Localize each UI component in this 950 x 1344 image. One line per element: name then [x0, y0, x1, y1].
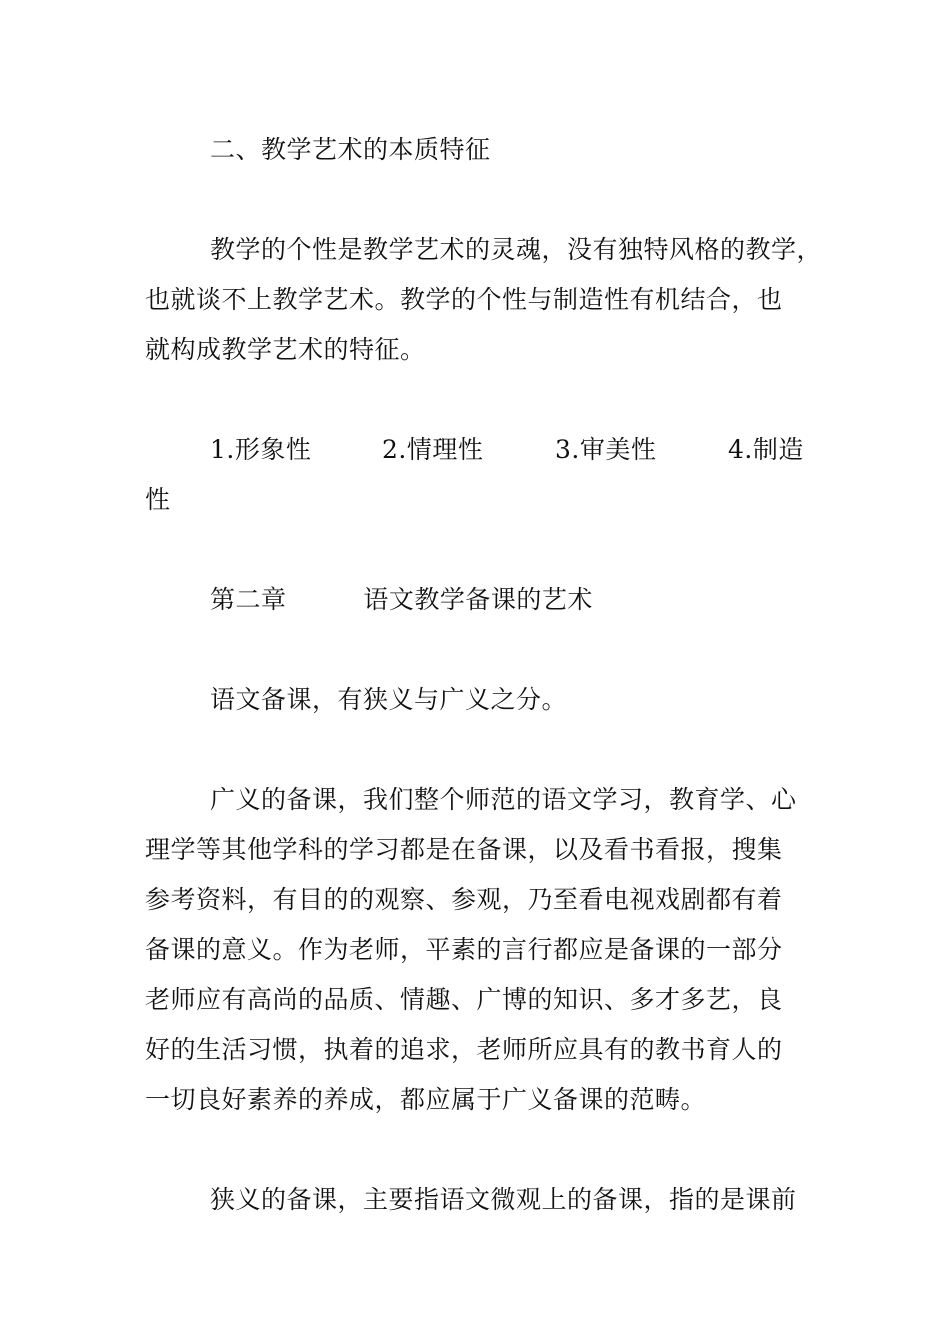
paragraph-line: 老师应有高尚的品质、情趣、广博的知识、多才多艺，良: [145, 985, 783, 1014]
feature-item: 2.情理性: [382, 435, 484, 464]
chapter-heading: [210, 585, 890, 615]
paragraph-line: 广义的备课，我们整个师范的语文学习，教育学、心: [210, 785, 797, 814]
feature-list-wrap: 性: [145, 485, 171, 514]
feature-item: 4.制造: [728, 435, 804, 464]
paragraph-line: 狭义的备课，主要指语文微观上的备课，指的是课前: [210, 1185, 797, 1214]
paragraph-line: 备课的意义。作为老师，平素的言行都应是备课的一部分: [145, 935, 783, 964]
feature-item: 3.审美性: [555, 435, 657, 464]
paragraph-line: 语文备课，有狭义与广义之分。: [210, 685, 568, 714]
chapter-title: 语文教学备课的艺术: [363, 585, 593, 614]
paragraph-line: 教学的个性是教学艺术的灵魂，没有独特风格的教学，: [210, 235, 823, 264]
paragraph-line: 就构成教学艺术的特征。: [145, 335, 426, 364]
feature-item: 1.形象性: [210, 435, 312, 464]
paragraph-line: 好的生活习惯，执着的追求，老师所应具有的教书育人的: [145, 1035, 783, 1064]
paragraph-line: 一切良好素养的养成，都应属于广义备课的范畴。: [145, 1085, 707, 1114]
section-heading: 二、教学艺术的本质特征: [210, 135, 491, 164]
paragraph-line: 参考资料，有目的的观察、参观，乃至看电视戏剧都有着: [145, 885, 783, 914]
chapter-number: 第二章: [210, 585, 287, 614]
paragraph-line: 理学等其他学科的学习都是在备课，以及看书看报，搜集: [145, 835, 783, 864]
paragraph-line: 也就谈不上教学艺术。教学的个性与制造性有机结合，也: [145, 285, 783, 314]
